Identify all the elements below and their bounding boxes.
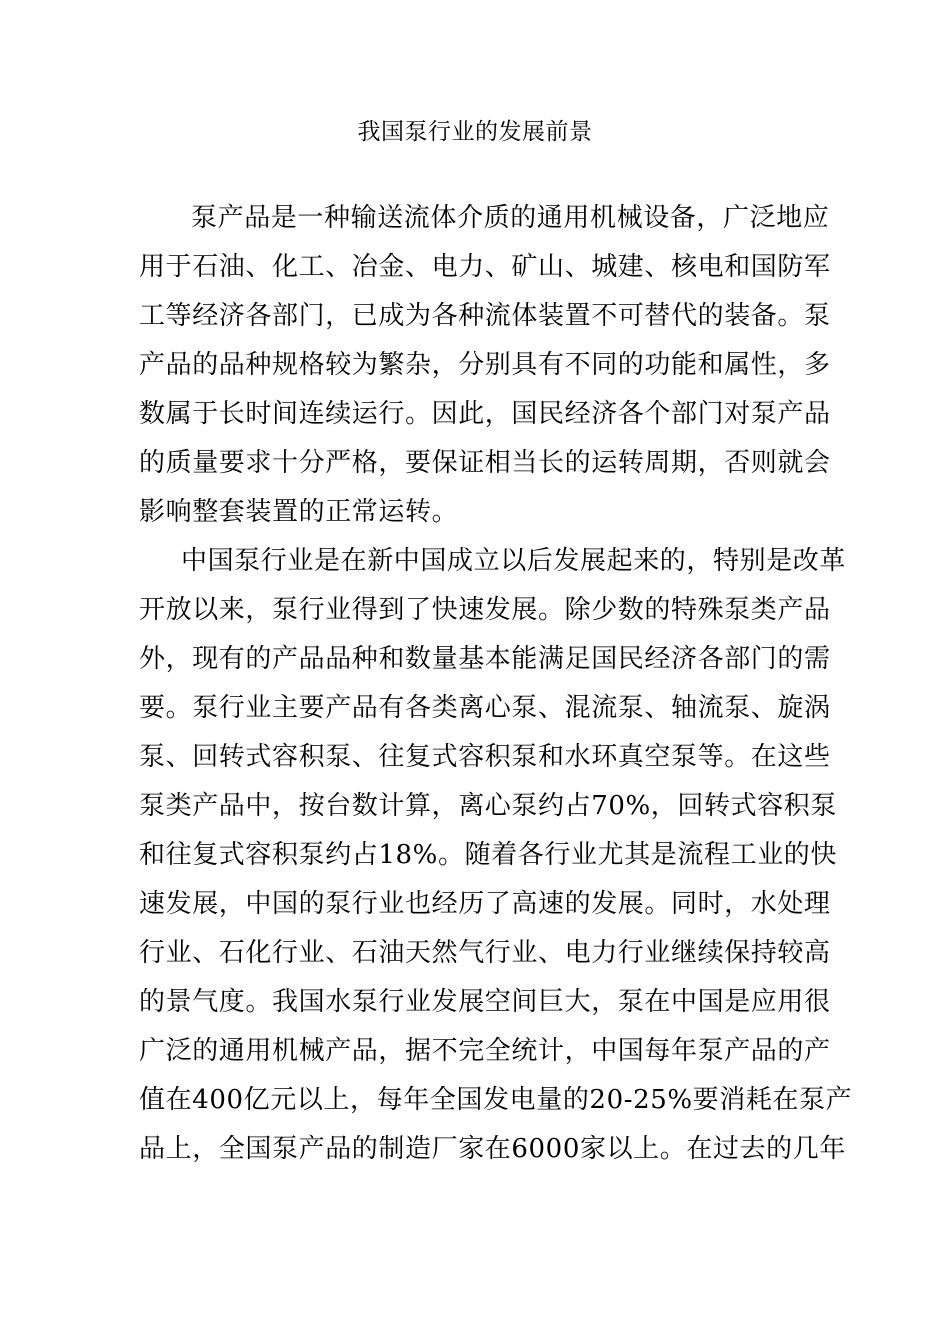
paragraph-line: 泵、回转式容积泵、往复式容积泵和水环真空泵等。在这些 xyxy=(139,742,831,772)
paragraph-line: 的景气度。我国水泵行业发展空间巨大，泵在中国是应用很 xyxy=(139,987,831,1017)
paragraph-line: 泵产品是一种输送流体介质的通用机械设备，广泛地应 xyxy=(191,203,830,233)
paragraph-line: 产品的品种规格较为繁杂，分别具有不同的功能和属性，多 xyxy=(139,350,831,380)
paragraph-line: 工等经济各部门，已成为各种流体装置不可替代的装备。泵 xyxy=(139,301,831,331)
paragraph-line: 要。泵行业主要产品有各类离心泵、混流泵、轴流泵、旋涡 xyxy=(139,693,831,723)
paragraph-line: 数属于长时间连续运行。因此，国民经济各个部门对泵产品 xyxy=(139,399,831,429)
paragraph-line: 外，现有的产品品种和数量基本能满足国民经济各部门的需 xyxy=(139,644,831,674)
paragraph-line: 影响整套装置的正常运转。 xyxy=(139,497,459,527)
paragraph-line: 速发展，中国的泵行业也经历了高速的发展。同时，水处理 xyxy=(139,889,831,919)
paragraph-line: 和往复式容积泵约占18%。随着各行业尤其是流程工业的快 xyxy=(139,840,837,870)
paragraph-line: 开放以来，泵行业得到了快速发展。除少数的特殊泵类产品 xyxy=(139,595,831,625)
paragraph-line: 品上，全国泵产品的制造厂家在6000家以上。在过去的几年 xyxy=(139,1134,846,1164)
paragraph-line: 用于石油、化工、冶金、电力、矿山、城建、核电和国防军 xyxy=(139,252,831,282)
document-title: 我国泵行业的发展前景 xyxy=(357,119,593,145)
paragraph-line: 的质量要求十分严格，要保证相当长的运转周期，否则就会 xyxy=(139,448,831,478)
paragraph-line: 中国泵行业是在新中国成立以后发展起来的，特别是改革 xyxy=(181,546,847,576)
document-body xyxy=(139,194,853,1174)
paragraph-line: 泵类产品中，按台数计算，离心泵约占70%，回转式容积泵 xyxy=(139,791,837,821)
paragraph-line: 广泛的通用机械产品，据不完全统计，中国每年泵产品的产 xyxy=(139,1036,831,1066)
paragraph-2 xyxy=(139,537,853,1174)
paragraph-line: 值在400亿元以上，每年全国发电量的20-25%要消耗在泵产 xyxy=(139,1085,853,1115)
paragraph-1 xyxy=(139,194,829,537)
paragraph-line: 行业、石化行业、石油天然气行业、电力行业继续保持较高 xyxy=(139,938,831,968)
